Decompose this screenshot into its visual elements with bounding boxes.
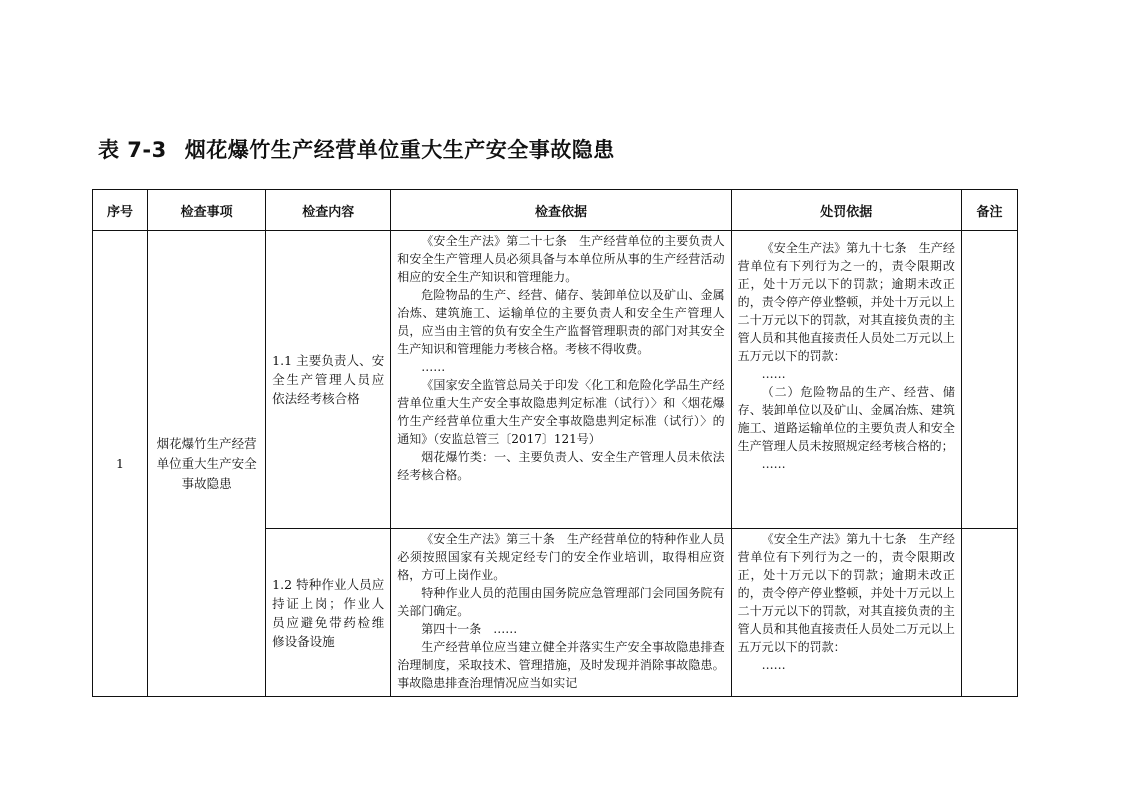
content-text: 1.1 主要负责人、安全生产管理人员应依法经考核合格 — [272, 353, 385, 406]
header-content: 检查内容 — [266, 190, 391, 231]
penalty-ellipsis: …… — [761, 367, 786, 381]
penalty-cell — [731, 529, 961, 697]
basis-paragraph: 第四十一条 …… — [421, 622, 518, 636]
basis-cell — [391, 529, 731, 697]
note-cell — [961, 231, 1017, 529]
content-cell — [266, 231, 391, 529]
header-row — [93, 190, 1018, 231]
basis-paragraph: 《安全生产法》第二十七条 生产经营单位的主要负责人和安全生产管理人员必须具备与本单位所从事的生产经营活动相应的安全生产知识和管理能力。 — [397, 234, 725, 284]
basis-paragraph: 《国家安全监管总局关于印发〈化工和危险化学品生产经营单位重大生产安全事故隐患判定标准（试行）〉和〈烟花爆竹生产经营单位重大生产安全事故隐患判定标准（试行）〉的通知》（安监总管三〔2017〕121号） — [397, 378, 725, 446]
seq-cell: 1 — [93, 231, 148, 697]
header-item: 检查事项 — [148, 190, 266, 231]
table-title-text: 烟花爆竹生产经营单位重大生产安全事故隐患 — [184, 138, 615, 162]
table-number: 表 7-3 — [98, 138, 167, 162]
content-cell — [266, 529, 391, 697]
penalty-cell — [731, 231, 961, 529]
penalty-ellipsis: …… — [761, 457, 786, 471]
basis-paragraph: 危险物品的生产、经营、储存、装卸单位以及矿山、金属冶炼、建筑施工、运输单位的主要负责人和安全生产管理人员，应当由主管的负有安全生产监督管理职责的部门对其安全生产知识和管理能力考核合格。考核不得收费。 — [397, 288, 725, 356]
basis-ellipsis: …… — [421, 360, 446, 374]
content-text: 1.2 特种作业人员应持证上岗；作业人员应避免带药检维修设备设施 — [272, 576, 385, 649]
basis-paragraph: 《安全生产法》第三十条 生产经营单位的特种作业人员必须按照国家有关规定经专门的安全作业培训，取得相应资格，方可上岗作业。 — [397, 532, 725, 582]
header-basis: 检查依据 — [391, 190, 731, 231]
page-title — [98, 134, 615, 164]
item-cell: 烟花爆竹生产经营单位重大生产安全事故隐患 — [148, 231, 266, 697]
header-penalty: 处罚依据 — [731, 190, 961, 231]
penalty-paragraph: （二）危险物品的生产、经营、储存、装卸单位以及矿山、金属冶炼、建筑施工、道路运输单位的主要负责人和安全生产管理人员未按照规定经考核合格的； — [737, 385, 955, 453]
basis-cell — [391, 231, 731, 529]
hazard-table — [92, 189, 1018, 697]
table-row — [93, 231, 1018, 529]
penalty-ellipsis: …… — [761, 658, 786, 672]
penalty-paragraph: 《安全生产法》第九十七条 生产经营单位有下列行为之一的，责令限期改正，处十万元以下的罚款；逾期未改正的，责令停产停业整顿，并处十万元以上二十万元以下的罚款，对其直接负责的主管人员和其他直接责任人员处二万元以上五万元以下的罚款： — [737, 241, 955, 363]
basis-paragraph: 烟花爆竹类：一、主要负责人、安全生产管理人员未依法经考核合格。 — [397, 450, 725, 482]
basis-paragraph: 特种作业人员的范围由国务院应急管理部门会同国务院有关部门确定。 — [397, 586, 725, 618]
header-seq: 序号 — [93, 190, 148, 231]
basis-paragraph: 生产经营单位应当建立健全并落实生产安全事故隐患排查治理制度，采取技术、管理措施，及时发现并消除事故隐患。事故隐患排查治理情况应当如实记 — [397, 640, 725, 690]
penalty-paragraph: 《安全生产法》第九十七条 生产经营单位有下列行为之一的，责令限期改正，处十万元以下的罚款；逾期未改正的，责令停产停业整顿，并处十万元以上二十万元以下的罚款，对其直接负责的主管人员和其他直接责任人员处二万元以上五万元以下的罚款： — [737, 532, 955, 654]
header-note: 备注 — [961, 190, 1017, 231]
note-cell — [961, 529, 1017, 697]
